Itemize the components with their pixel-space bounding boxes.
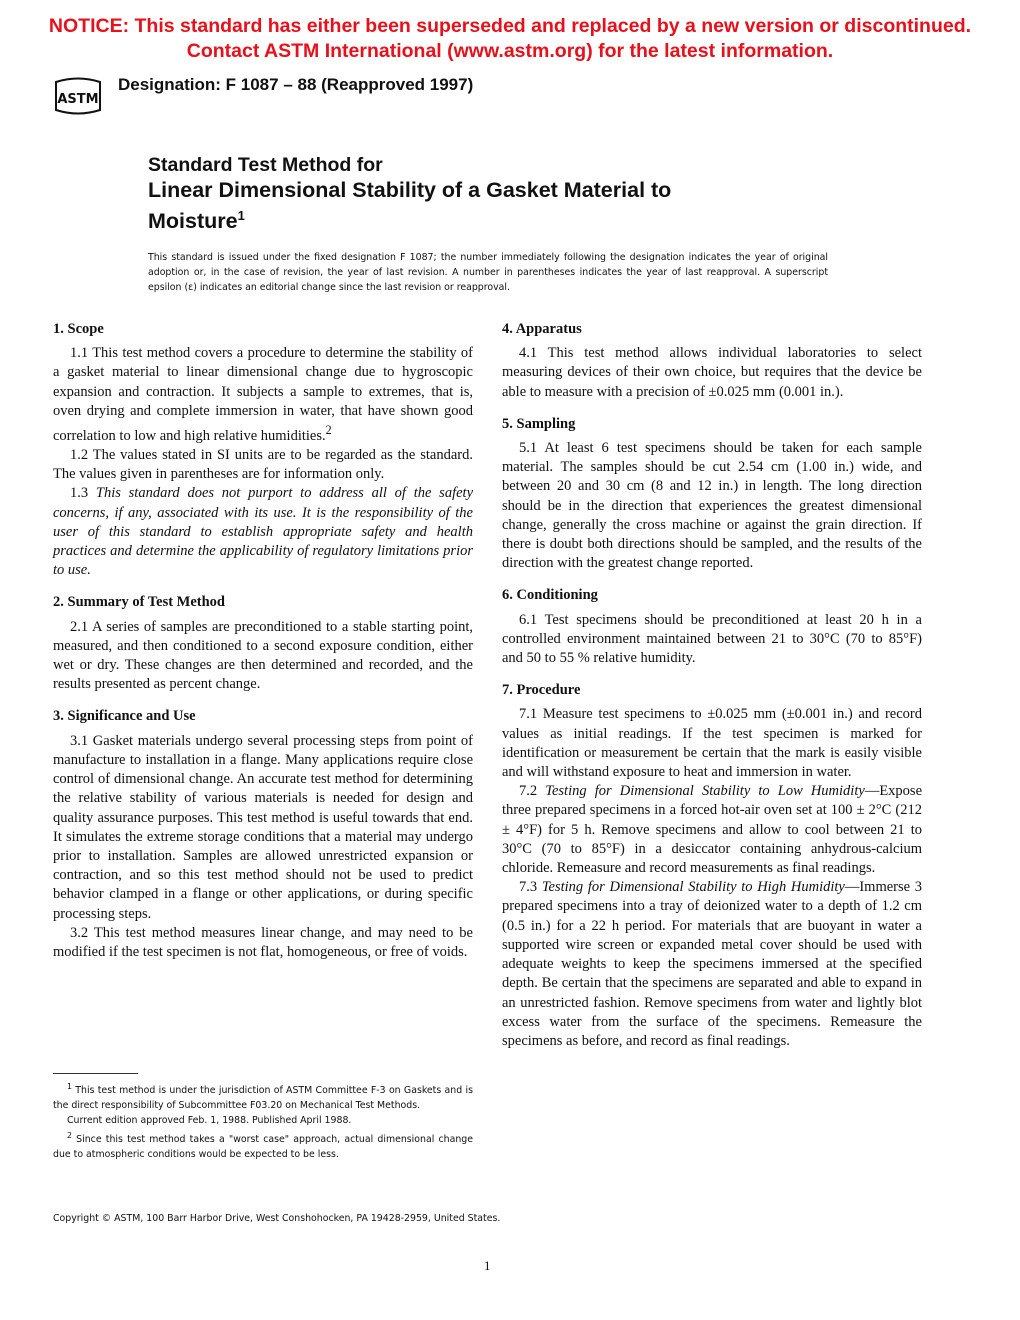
section-procedure — [502, 681, 922, 1051]
copyright-line: Copyright © ASTM, 100 Barr Harbor Drive, West Conshohocken, PA 19428-2959, United States. — [53, 1213, 501, 1224]
paragraph-1-3: 1.3 This standard does not purport to address all of the safety concerns, if any, associated with its use. It is the responsibility of the user of this standard to establish appropriate safety and health practices and determine the applicability of regulatory limitations prior to use. — [53, 485, 474, 579]
section-summary — [53, 593, 473, 694]
section-heading: 5. Sampling — [502, 415, 576, 432]
footnote-1: $^1$ This test method is under the jurisdiction of ASTM Committee F-3 on Gaskets and is the direct responsibility of Subcommittee F03.20 on Mechanical Test Methods. — [53, 1082, 473, 1112]
footnote-ref-1: 1 — [237, 208, 245, 223]
title-line-1: Standard Test Method for — [148, 154, 383, 176]
notice-line-2: Contact ASTM International (www.astm.org) for the latest information. — [186, 40, 834, 62]
paragraph-3-2: 3.2 This test method measures linear change, and may need to be modified if the test specimen is not flat, homogeneous, or free of voids. — [53, 924, 473, 960]
paragraph-4-1: 4.1 This test method allows individual laboratories to select measuring devices of their own choice, but requires that the device be able to measure with a precision of ±0.025 mm (0.001 in.). — [502, 345, 922, 400]
paragraph-2-1: 2.1 A series of samples are preconditioned to a stable starting point, measured, and then conditioned to a second exposure condition, either wet or dry. These changes are then determined and recorded, and the results presented as percent change. — [53, 618, 473, 693]
section-heading: 3. Significance and Use — [53, 708, 196, 725]
section-heading: 6. Conditioning — [502, 587, 598, 604]
paragraph-5-1: 5.1 At least 6 test specimens should be taken for each sample material. The samples should be cut 2.54 cm (1.00 in.) wide, and between 20 and 30 cm (8 and 12 in.) in length. The long direction should be in the direction that experiences the greatest dimensional change, generally the cross machine or against the grain direction. If there is doubt both directions should be sampled, and the results of the direction with the greatest change reported. — [502, 440, 922, 572]
section-sampling — [502, 415, 922, 574]
paragraph-3-1: 3.1 Gasket materials undergo several processing steps from point of manufacture to installation in a flange. Many applications require close control of dimensional change. An accurate test method for determining the relative stability of various materials is needed for design and quality assurance purposes. This test method is useful towards that end. It simulates the extreme storage conditions that a material may undergo prior to installation. Samples are allowed unrestricted expansion or contraction, and so this test method should not be used to predict behavior clamped in a flange or other applications, or during specific processing steps. — [53, 732, 473, 922]
astm-logo-icon — [52, 76, 104, 116]
section-heading: 7. Procedure — [502, 682, 581, 699]
footnotes — [53, 1079, 473, 1162]
notice-banner — [0, 14, 1020, 64]
section-conditioning — [502, 586, 922, 668]
section-heading: 1. Scope — [53, 321, 104, 337]
section-heading: 4. Apparatus — [502, 321, 582, 337]
designation: Designation: F 1087 – 88 (Reapproved 1997) — [118, 75, 474, 94]
footnote-ref-2: 2 — [325, 423, 332, 438]
right-column — [502, 320, 922, 1064]
page-number: 1 — [484, 1258, 491, 1273]
paragraph-7-2: 7.2 Testing for Dimensional Stability to Low Humidity—Expose three prepared specimens in a forced hot-air oven set at 100 ± 2°C (212 ± 4°F) for 5 h. Remove specimens and allow to cool between 21 to 30°C (70 to 85°F) in a desiccator containing anhydrous-calcium chloride. Remeasure and record measurements as final readings. — [502, 783, 922, 877]
paragraph-6-1: 6.1 Test specimens should be preconditioned at least 20 h in a controlled environment maintained between 21 to 30°C (70 to 85°F) and 50 to 55 % relative humidity. — [502, 611, 922, 667]
issuance-note: This standard is issued under the fixed designation F 1087; the number immediately following the designation indicates the year of original adoption or, in the case of revision, the year of last revision. A number in parentheses indicates the year of last reapproval. A superscript epsilon (ε) indicates an editorial change since the last revision or reapproval. — [148, 252, 828, 293]
paragraph-1-1: 1.1 This test method covers a procedure to determine the stability of a gasket material to linear dimensional change due to hygroscopic expansion and contraction. It subjects a sample to extremes, that is, oven drying and complete immersion in water, that have shown good correlation to low and high relative humidities.$^2$ — [53, 345, 473, 444]
title-line-2: Linear Dimensional Stability of a Gasket Material to — [148, 178, 672, 202]
footnote-divider — [53, 1073, 138, 1074]
footnote-1-approval: Current edition approved Feb. 1, 1988. Published April 1988. — [67, 1115, 352, 1127]
section-apparatus — [502, 320, 922, 402]
footnote-2: $^2$ Since this test method takes a "worst case" approach, actual dimensional change due to atmospheric conditions would be expected to be less. — [53, 1131, 473, 1161]
title-line-3: Moisture$^1$ — [148, 208, 245, 234]
paragraph-7-1: 7.1 Measure test specimens to ±0.025 mm (±0.001 in.) and record values as initial readings. If the test specimen is marked for identification or measurement be certain that the mark is easily visible and will withstand exposure to heat and immersion in water. — [502, 706, 922, 781]
document-title — [148, 153, 671, 234]
notice-line-1: NOTICE: This standard has either been superseded and replaced by a new version or discontinued. — [48, 15, 972, 37]
svg-text:ASTM: ASTM — [57, 92, 99, 107]
paragraph-1-2: 1.2 The values stated in SI units are to be regarded as the standard. The values given in parentheses are for information only. — [53, 447, 473, 483]
section-scope — [53, 320, 473, 580]
left-column — [53, 320, 473, 975]
paragraph-7-3: 7.3 Testing for Dimensional Stability to High Humidity—Immerse 3 prepared specimens into a tray of deionized water to a depth of 1.2 cm (0.5 in.) for a 22 h period. For materials that are buoyant in water a supported wire screen or expanded metal cover should be used with adequate weights to keep the specimens immersed at the specified depth. Be certain that the specimens are separated and able to expand in an unrestricted fashion. Remove specimens from water and lightly blot excess water from the surface of the specimens. Remeasure the specimens as before, and record as final readings. — [502, 879, 922, 1049]
section-heading: 2. Summary of Test Method — [53, 594, 225, 611]
section-significance — [53, 707, 473, 962]
